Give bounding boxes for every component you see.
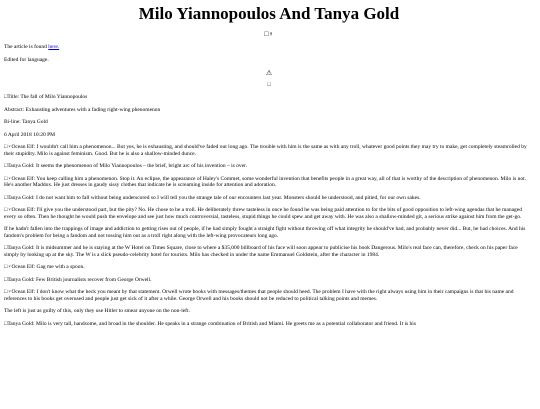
meta-byline: Bi-line: Tanya Gold — [4, 119, 48, 125]
article-link[interactable]: here. — [48, 44, 60, 50]
paragraph: The left is just as guilty of this, only they use Hitler to smear anyone on the non-left. — [4, 308, 190, 314]
square-glyph-icon: □ — [267, 82, 271, 88]
paragraph: □♀Ocean Elf: You keep calling him a phenomenon. Stop it. An eclipse, the appearance of Haley's Commet, some wonderful invention that benefits people in a great way, all of that is worthy of the description of phenomenon. Milo is not. He's another Maddox. He just dresses in gaudy sissy clothes that indicate he is screaming inside for attention and adoration. — [4, 175, 527, 188]
paragraph: □♀Ocean Elf: I don't know what the heck you meant by that statement. Orwell wrote books with messages/themes that people should heed. The problem I have with the right always using him in their campaigns is that his name and references to his books get overused and people just get sick of it after a while. George Orwell and his books should not be reduced to political talking points and memes. — [4, 289, 514, 302]
paragraph: If he hadn't fallen into the trappings of image and addiction to getting rises out of people, if he had simply fought a straight fight without throwing off what integrity he should've had, and probably never did... But, he had choices. And his fandom's problem for being a fandom and not tossing him out as a troll right along with the left-wing provocateurs long ago. — [4, 226, 526, 239]
article-page — [0, 4, 540, 327]
paragraph: □♀Ocean Elf: I'll give you the understood part, but the pity? No. He chose to be a troll. He deliberately threw tasteless in once he found he was being paid attention to for the bits of good opposition to left-wing agendas that he managed every so often. Then he thought he would push the envelope and see just how much controversial, tasteless, stupid things he could spew and get away with. He was also a shallow-minded git, a serious strike against him from the get-go. — [4, 207, 522, 220]
edited-note: Edited for language. — [4, 56, 49, 63]
paragraph: □Tanya Gold: I do not want him to fall without being underscored so I will tell you the strange tale of our encounters last year. Monsters should be understood, and pitied, for our own sakes. — [4, 194, 421, 201]
meta-title: □Title: The fall of Milo Yiannopoulos — [4, 94, 88, 100]
header-symbol — [4, 30, 534, 39]
warning-icon: ⚠ — [265, 69, 273, 77]
paragraph: □Tanya Gold: Few British journalists recover from George Orwell. — [4, 276, 152, 283]
meta-abstract: Abstract: Exhausting adventures with a fading right-wing phenomenon — [4, 106, 161, 113]
intro-text: The article is found — [4, 44, 49, 50]
paragraph: □♀Ocean Elf: I wouldn't call him a phenomenon... But yes, he is exhausting, and should've faded out long ago. The trouble with him is the same as with any troll, whatever good points they may try to make, get completely steamrolled by their stupidity. Milo is against feminism. Good. But he is also a shallow-minded dunce. — [4, 144, 527, 157]
female-sign-icon: □♀ — [264, 30, 274, 38]
page-title: Milo Yiannopoulos And Tanya Gold — [138, 4, 400, 23]
paragraph: □♀Ocean Elf: Gag me with a spoon. — [4, 264, 85, 270]
meta-date: 6 April 2018 10:20 PM — [4, 131, 56, 138]
paragraph: □Tanya Gold: Milo is very tall, handsome, and broad in the shoulder. He speaks in a strange combination of British and Miami. He greets me as a potential collaborator and friend. It is his — [4, 320, 416, 327]
intro-line — [4, 44, 534, 51]
paragraph: □Tanya Gold: It is midsummer and he is staying at the W Hotel on Times Square, close to where a $35,000 billboard of his face will soon appear to publicise his book Dangerous. Milo's real face can, therefore, check on his paper face simply by looking up at the sky. The W is a slick pseudo-celebrity hotel for tourists. Milo has checked in under the name Emmanuel Goldstein, after the character in 1984. — [4, 245, 518, 258]
paragraph: □Tanya Gold: It seems the phenomenon of Milo Yiannopoulos – the brief, bright arc of his invention – is over. — [4, 163, 248, 169]
